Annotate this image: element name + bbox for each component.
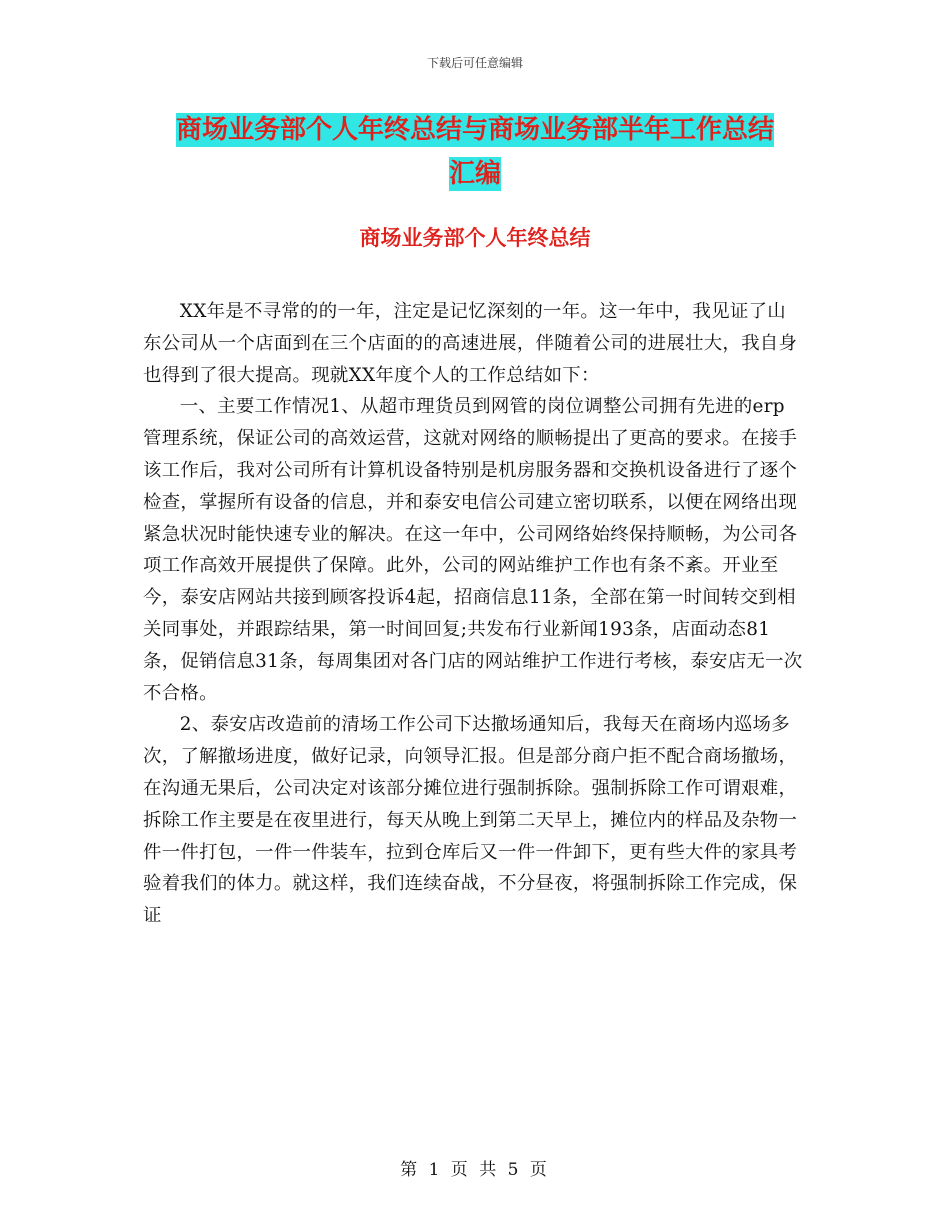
header-note: 下载后可任意编辑 [426, 56, 523, 70]
paragraph-clearance: 2、泰安店改造前的清场工作公司下达撤场通知后，我每天在商场内巡场多次，了解撤场进度，做好记录，向领导汇报。但是部分商户拒不配合商场撤场，在沟通无果后，公司决定对该部分摊位进行强制拆除。强制拆除工作可谓艰难，拆除工作主要是在夜里进行，每天从晚上到第二天早上，摊位内的样品及杂物一件一件打包，一件一件装车，拉到仓库后又一件一件卸下，更有些大件的家具考验着我们的体力。就这样，我们连续奋战，不分昼夜，将强制拆除工作完成，保证 [143, 714, 798, 927]
body-text [143, 296, 803, 932]
page-footer: 第 1 页 共 5 页 [400, 1160, 550, 1180]
paragraph-main-work: 一、主要工作情况1、从超市理货员到网管的岗位调整公司拥有先进的erp管理系统，保证公司的高效运营，这就对网络的顺畅提出了更高的要求。在接手该工作后，我对公司所有计算机设备特别是机房服务器和交换机设备进行了逐个检查，掌握所有设备的信息，并和泰安电信公司建立密切联系，以便在网络出现紧急状况时能快速专业的解决。在这一年中，公司网络始终保持顺畅，为公司各项工作高效开展提供了保障。此外，公司的网站维护工作也有条不紊。开业至今，泰安店网站共接到顾客投诉4起，招商信息11条，全部在第一时间转交到相关同事处，并跟踪结果，第一时间回复;共发布行业新闻193条，店面动态81条，促销信息31条，每周集团对各门店的网站维护工作进行考核，泰安店无一次不合格。 [143, 396, 803, 704]
section-title: 商场业务部个人年终总结 [359, 226, 591, 250]
document-title [0, 108, 950, 196]
paragraph-intro: XX年是不寻常的的一年，注定是记忆深刻的一年。这一年中，我见证了山东公司从一个店面到在三个店面的的高速进展，伴随着公司的进展壮大，我自身也得到了很大提高。现就XX年度个人的工作总结如下： [143, 301, 798, 386]
title-line-1: 商场业务部个人年终总结与商场业务部半年工作总结 [175, 115, 774, 145]
title-line-2: 汇编 [448, 159, 501, 189]
